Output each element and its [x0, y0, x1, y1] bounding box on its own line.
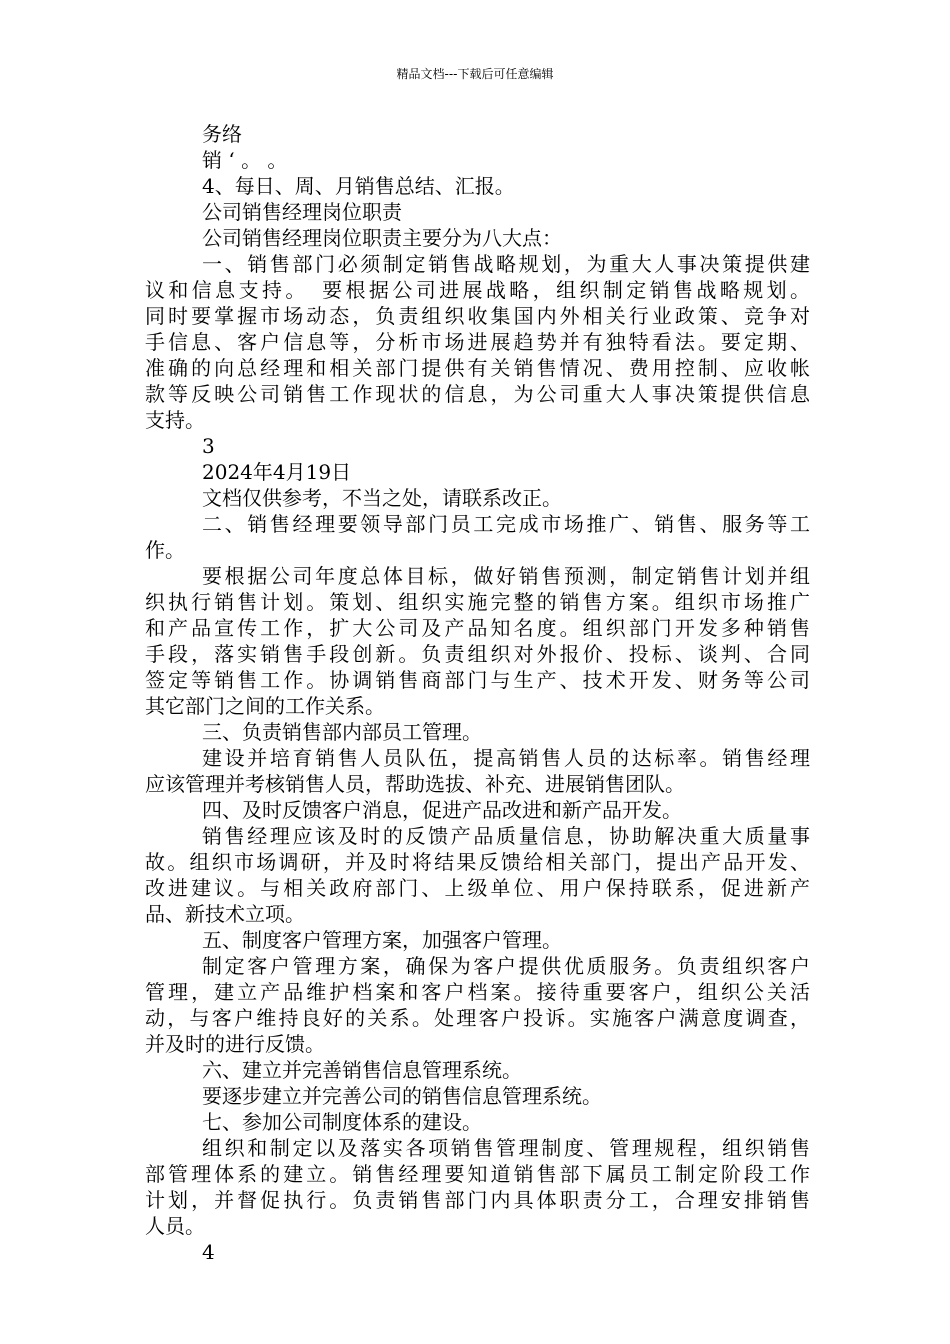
text-line: 组织和制定以及落实各项销售管理制度、管理规程，组织销售	[202, 1136, 810, 1160]
text-line: 销 ‘ 。 。	[202, 148, 288, 172]
text-line: 4、每日、周、月销售总结、汇报。	[202, 174, 515, 198]
text-line: 动，与客户维持良好的关系。处理客户投诉。实施客户满意度调查，	[145, 1006, 810, 1030]
text-line: 支持。	[145, 408, 205, 432]
text-line: 计划，并督促执行。负责销售部门内具体职责分工，合理安排销售	[145, 1188, 810, 1212]
text-line: 五、制度客户管理方案，加强客户管理。	[202, 928, 562, 952]
text-line: 手信息、客户信息等，分析市场进展趋势并有独特看法。要定期、	[145, 330, 810, 354]
text-line: 2024年4月19日	[202, 460, 352, 484]
text-line: 准确的向总经理和相关部门提供有关销售情况、费用控制、应收帐	[145, 356, 810, 380]
text-line: 公司销售经理岗位职责	[202, 200, 402, 224]
text-line: 手段，落实销售手段创新。负责组织对外报价、投标、谈判、合同	[145, 642, 810, 666]
text-line: 公司销售经理岗位职责主要分为八大点：	[202, 226, 562, 250]
text-line: 销售经理应该及时的反馈产品质量信息，协助解决重大质量事	[202, 824, 810, 848]
text-line: 部管理体系的建立。销售经理要知道销售部下属员工制定阶段工作	[145, 1162, 810, 1186]
text-line: 故。组织市场调研，并及时将结果反馈给相关部门，提出产品开发、	[145, 850, 810, 874]
text-line: 应该管理并考核销售人员，帮助选拔、补充、进展销售团队。	[145, 772, 685, 796]
text-line: 要根据公司年度总体目标，做好销售预测，制定销售计划并组	[202, 564, 810, 588]
text-line: 并及时的进行反馈。	[145, 1032, 325, 1056]
text-line: 一、销售部门必须制定销售战略规划，为重大人事决策提供建	[202, 252, 810, 276]
text-line: 品、新技术立项。	[145, 902, 305, 926]
text-line: 改进建议。与相关政府部门、上级单位、用户保持联系，促进新产	[145, 876, 810, 900]
text-line: 其它部门之间的工作关系。	[145, 694, 385, 718]
text-line: 建设并培育销售人员队伍，提高销售人员的达标率。销售经理	[202, 746, 810, 770]
text-line: 织执行销售计划。策划、组织实施完整的销售方案。组织市场推广	[145, 590, 810, 614]
text-line: 作。	[145, 538, 185, 562]
text-line: 管理，建立产品维护档案和客户档案。接待重要客户，组织公关活	[145, 980, 810, 1004]
text-line: 4	[202, 1240, 215, 1264]
text-line: 三、负责销售部内部员工管理。	[202, 720, 482, 744]
text-line: 四、及时反馈客户消息，促进产品改进和新产品开发。	[202, 798, 682, 822]
text-line: 务络	[202, 122, 242, 146]
text-line: 六、建立并完善销售信息管理系统。	[202, 1058, 522, 1082]
text-line: 人员。	[145, 1214, 205, 1238]
text-line: 3	[202, 434, 215, 458]
text-line: 款等反映公司销售工作现状的信息，为公司重大人事决策提供信息	[145, 382, 810, 406]
document-body	[145, 121, 810, 1265]
text-line: 签定等销售工作。协调销售商部门与生产、技术开发、财务等公司	[145, 668, 810, 692]
text-line: 要逐步建立并完善公司的销售信息管理系统。	[202, 1084, 602, 1108]
text-line: 同时要掌握市场动态，负责组织收集国内外相关行业政策、竞争对	[145, 304, 810, 328]
text-line: 议和信息支持。 要根据公司进展战略，组织制定销售战略规划。	[145, 278, 810, 302]
text-line: 和产品宣传工作，扩大公司及产品知名度。组织部门开发多种销售	[145, 616, 810, 640]
text-line: 制定客户管理方案，确保为客户提供优质服务。负责组织客户	[202, 954, 810, 978]
page-header: 精品文档---下载后可任意编辑	[396, 67, 554, 81]
text-line: 二、销售经理要领导部门员工完成市场推广、销售、服务等工	[202, 512, 810, 536]
text-line: 七、参加公司制度体系的建设。	[202, 1110, 482, 1134]
text-line: 文档仅供参考，不当之处，请联系改正。	[202, 486, 562, 510]
